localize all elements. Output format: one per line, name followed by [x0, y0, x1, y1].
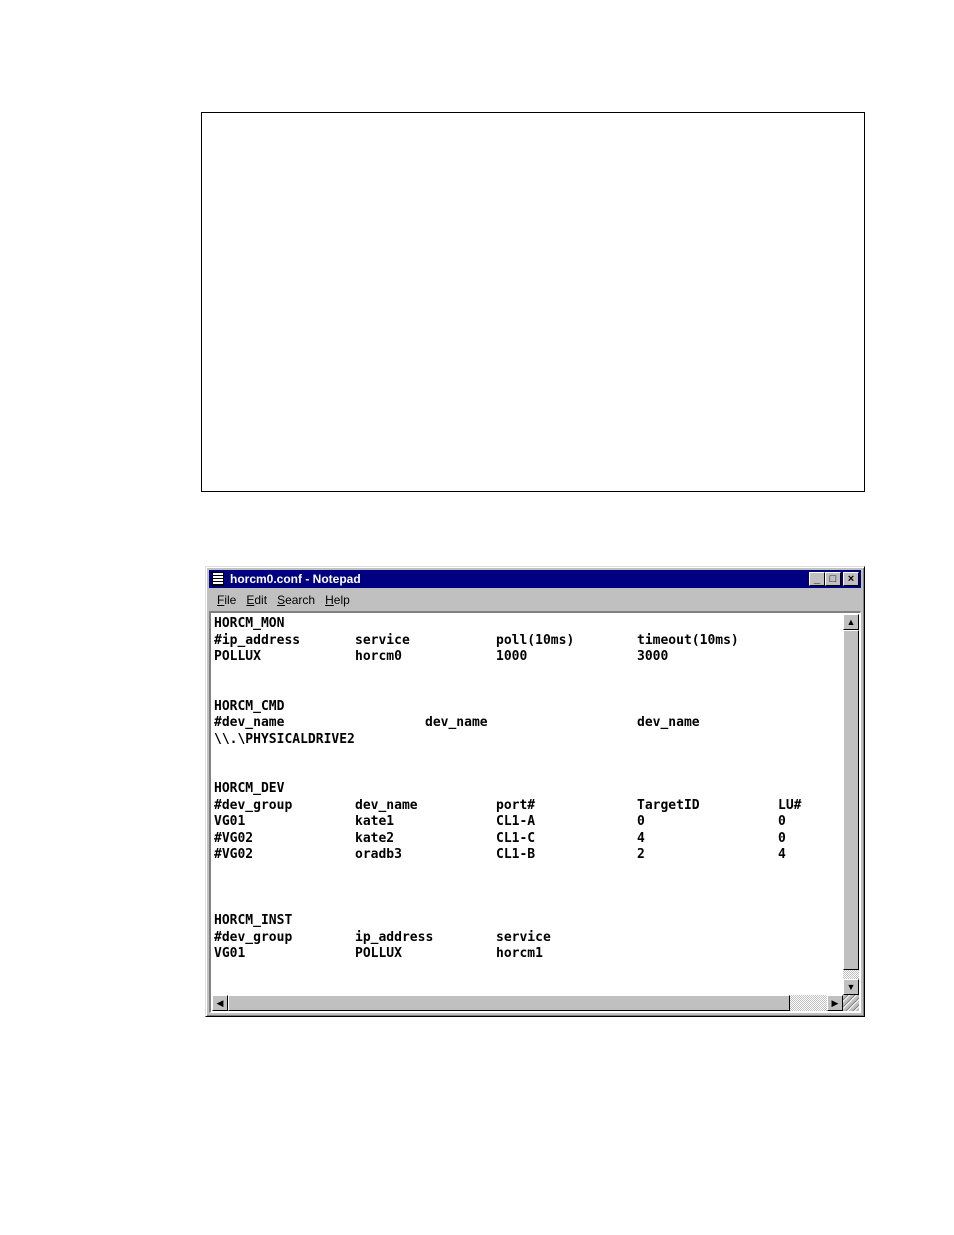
arrow-right-icon: ▶	[831, 998, 839, 1008]
horizontal-scroll-thumb[interactable]	[228, 995, 790, 1011]
scroll-left-button[interactable]	[212, 995, 228, 1011]
notepad-window	[205, 566, 865, 1017]
menu-search[interactable]: Search	[277, 593, 316, 607]
arrow-down-icon: ▼	[846, 982, 856, 992]
minimize-icon: _	[813, 572, 821, 585]
window-controls	[809, 572, 859, 586]
blank-figure-box	[201, 112, 865, 492]
arrow-up-icon: ▲	[846, 617, 856, 627]
scroll-down-button[interactable]	[843, 979, 859, 995]
menu-edit[interactable]: Edit	[246, 593, 268, 607]
resize-grip-icon[interactable]	[843, 995, 859, 1011]
arrow-left-icon: ◀	[216, 998, 224, 1008]
vertical-scroll-thumb[interactable]	[843, 630, 859, 970]
scroll-up-button[interactable]	[843, 614, 859, 630]
title-bar[interactable]	[209, 570, 861, 588]
menu-help[interactable]: Help	[325, 593, 350, 607]
menu-bar	[209, 590, 861, 610]
close-button[interactable]	[843, 572, 859, 586]
maximize-button[interactable]	[825, 572, 841, 586]
maximize-icon: □	[829, 572, 837, 585]
menu-file[interactable]: File	[217, 593, 237, 607]
close-icon: ×	[847, 572, 855, 585]
text-editor[interactable]: HORCM_MON #ip_address service poll(10ms) timeout(10ms) POLLUX horcm0 1000 3000 HORCM_CMD #dev_name dev_name dev_name \\.\PHYSICALDRIVE2 HORCM_DEV #dev_group dev_name port# TargetID LU# VG01 kate1 CL1-A 0 0 #VG02 kate2 CL1-C 4 0 #VG02 oradb3 CL1-B 2 4 HORCM_INST #dev_group ip_address service VG01 POLLUX horcm1 ▲ ▼ ◀ ▶	[209, 611, 861, 1013]
scroll-right-button[interactable]	[827, 995, 843, 1011]
notepad-icon[interactable]	[212, 572, 224, 586]
window-title: horcm0.conf - Notepad	[230, 572, 361, 586]
horizontal-scrollbar[interactable]	[212, 995, 843, 1011]
vertical-scrollbar[interactable]	[843, 614, 859, 995]
minimize-button[interactable]	[809, 572, 825, 586]
